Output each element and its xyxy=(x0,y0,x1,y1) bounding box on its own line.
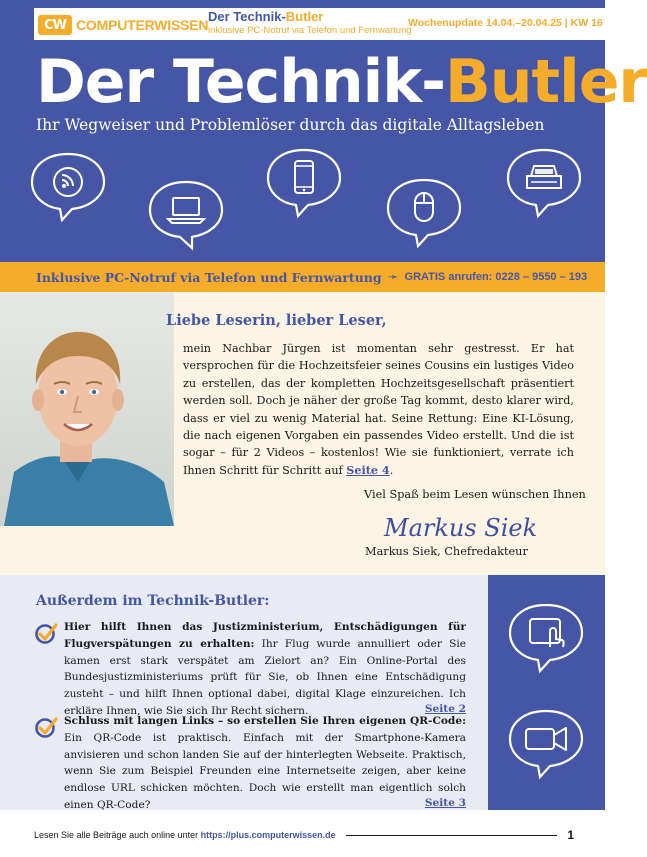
letter-body xyxy=(183,340,574,479)
signer-name: Markus Siek, Chefredakteur xyxy=(365,545,528,558)
page-3-link[interactable]: Seite 3 xyxy=(424,796,466,809)
logo-text: COMPUTERWISSEN xyxy=(76,17,209,33)
page-footer xyxy=(34,825,574,845)
video-camera-icon xyxy=(506,707,586,779)
editorial-letter xyxy=(0,292,605,575)
also-side-panel xyxy=(488,575,605,810)
letter-text: mein Nachbar Jürgen ist momentan sehr gestresst. Er hat versprochen für die Hochzeitsfeier seines Cousins ein lustiges Video zu erstellen, das der kompletten Hochzeitsgesellschaft präsentiert werden soll. Doch je näher der große Tag kommt, desto klarer wird, dass er viel zu wenig Material hat. Seine Rettung: Eine KI-Lösung, die nach eigenen Vorgaben ein passendes Video erstellt. Und die ist sogar – für 2 Videos – kostenlos! Wie sie funktioniert, verrate ich Ihnen Schritt für Schritt auf xyxy=(183,342,574,477)
title-main: Der Technik- xyxy=(36,47,445,117)
checkmark-icon xyxy=(34,716,58,738)
letter-end: . xyxy=(389,463,394,477)
teaser-headline: Hier hilft Ihnen das Justizministerium, Entschädigungen für Flugverspätungen zu erhalten: xyxy=(64,621,466,650)
masthead xyxy=(0,0,647,262)
pc-notruf-text: Inklusive PC-Notruf via Telefon und Fernwartung xyxy=(36,269,382,285)
author-photo xyxy=(0,292,174,526)
page-title xyxy=(36,46,647,118)
tablet-touch-icon xyxy=(506,601,586,673)
also-in-issue xyxy=(0,575,488,810)
greeting: Liebe Leserin, lieber Leser, xyxy=(166,312,387,329)
rss-icon xyxy=(28,150,108,222)
mini-subtitle: inklusive PC-Notruf via Telefon und Fernwartung xyxy=(208,25,412,36)
hotline-text[interactable]: GRATIS anrufen: 0228 – 9550 – 193 xyxy=(404,271,588,283)
logo-mark: CW xyxy=(38,15,72,35)
also-heading: Außerdem im Technik-Butler: xyxy=(36,593,270,609)
footer-label: Lesen Sie alle Beiträge auch online unter xyxy=(34,830,201,840)
title-accent: Butler xyxy=(445,47,647,117)
arrow-right-icon: ➛ xyxy=(387,269,399,285)
article-teaser xyxy=(34,619,466,715)
checkmark-icon xyxy=(34,622,58,644)
footer-divider xyxy=(346,835,558,836)
mini-title-main: Der Technik- xyxy=(208,9,286,24)
footer-text xyxy=(34,830,336,840)
support-banner xyxy=(0,262,605,292)
mini-title-accent: Butler xyxy=(285,9,324,24)
teaser-body: Ihr Flug wurde annulliert oder Sie kamen erst stark verspätet am Zielort an? Ein Online-Portal des Bundesjustizministeriums prüft für Sie, ob Ihnen eine Entschädigung zusteht – und hilft Ihnen optional dabei, digital Klage einzureichen. Ich erkläre Ihnen, wie Sie sich Ihr Recht sichern. xyxy=(64,637,466,717)
page-2-link[interactable]: Seite 2 xyxy=(424,702,466,715)
page-4-link[interactable]: Seite 4 xyxy=(346,462,390,477)
teaser-headline: Schluss mit langen Links – so erstellen Sie Ihren eigenen QR-Code: xyxy=(64,715,466,727)
svg-text:Markus Siek: Markus Siek xyxy=(384,514,538,542)
teaser-body: Ein QR-Code ist praktisch. Einfach mit der Smartphone-Kamera anvisieren und schon landen Sie auf der hinterlegten Webseite. Praktisch, wenn Sie zum Beispiel Freunden eine Internetseite zeigen, aber keine endlose URL schicken möchten. Doch wie erstellt man eigentlich solch einen QR-Code? xyxy=(64,731,466,811)
mouse-icon xyxy=(384,176,464,248)
top-bar xyxy=(34,8,605,40)
page-number: 1 xyxy=(567,828,574,842)
signature-image xyxy=(380,506,540,546)
mini-title xyxy=(208,9,323,24)
page-subtitle: Ihr Wegweiser und Problemlöser durch das digitale Alltagsleben xyxy=(36,116,545,134)
computerwissen-logo[interactable] xyxy=(38,15,208,35)
article-teaser xyxy=(34,713,466,809)
smartphone-icon xyxy=(264,146,344,218)
footer-url-link[interactable]: https://plus.computerwissen.de xyxy=(200,830,336,840)
closing-line: Viel Spaß beim Lesen wünschen Ihnen xyxy=(364,488,586,501)
scanner-icon xyxy=(504,146,584,218)
laptop-icon xyxy=(146,178,226,250)
week-info: Wochenupdate 14.04.–20.04.25 | KW 16 xyxy=(408,17,603,29)
